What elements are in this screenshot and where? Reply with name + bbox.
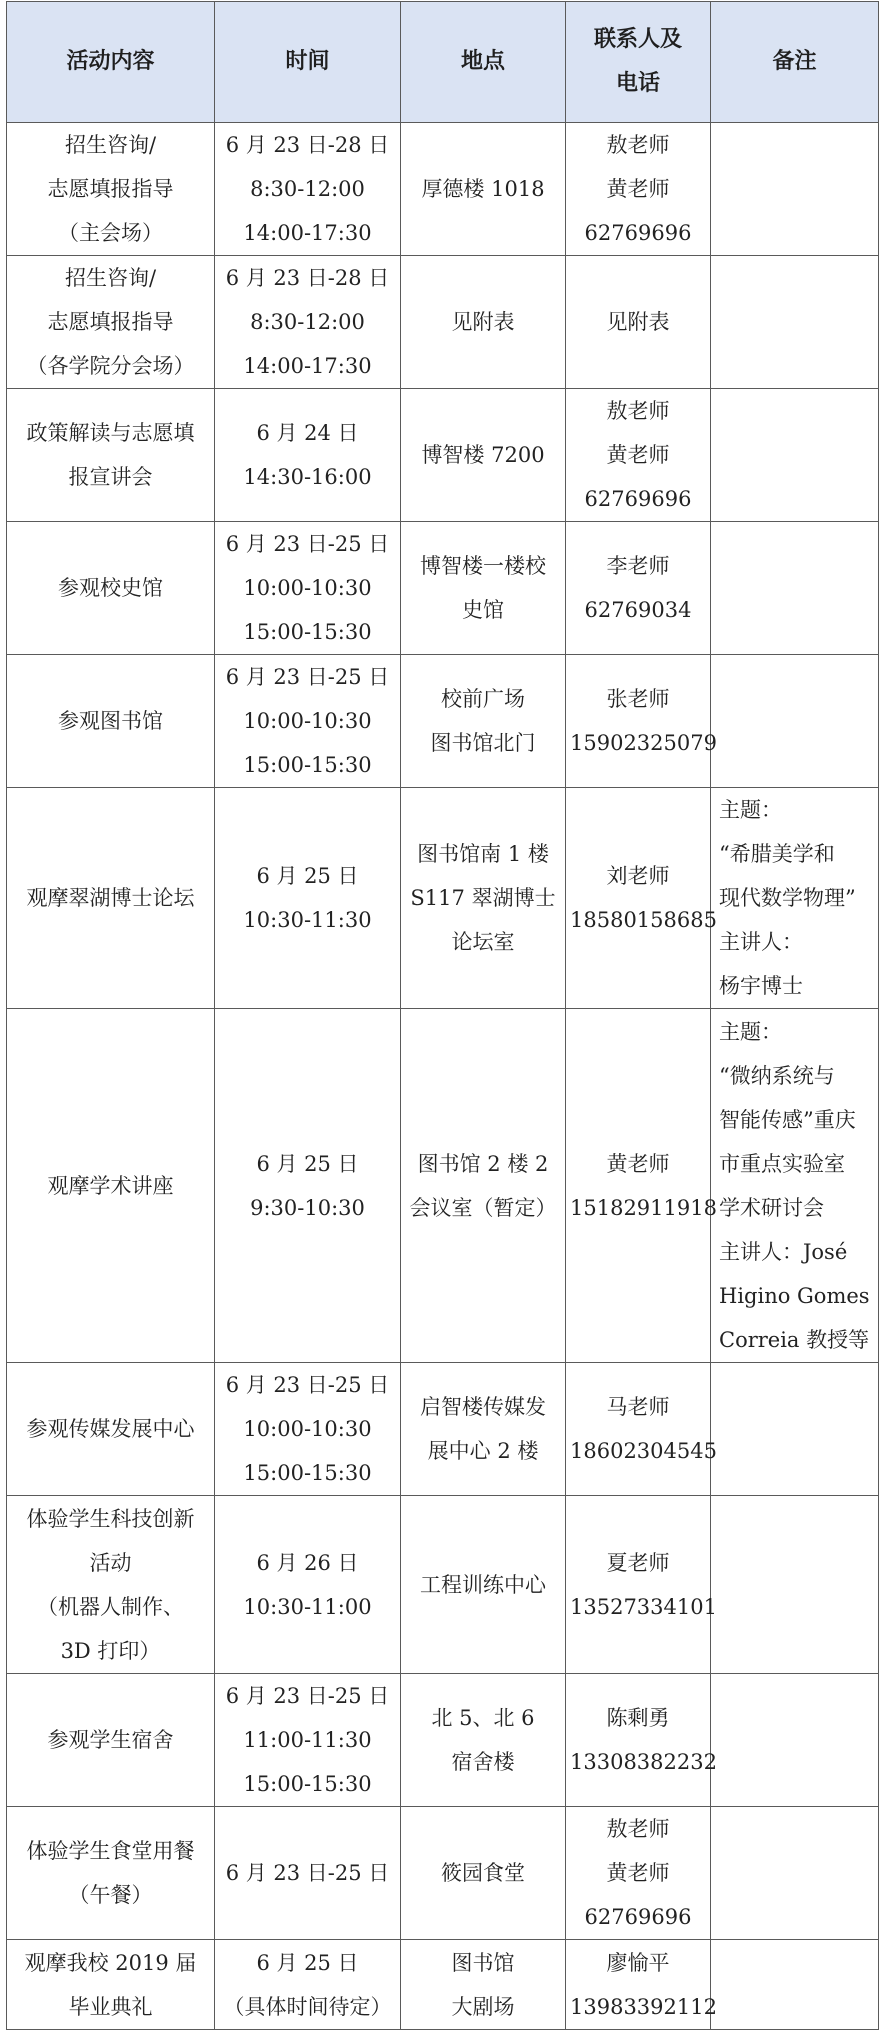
cell-time-line: 14:00-17:30: [243, 354, 372, 378]
cell-contact-line: 敖老师: [606, 1817, 670, 1841]
table-row: [7, 389, 879, 522]
cell-time: [215, 655, 401, 788]
cell-activity-line: 体验学生科技创新: [26, 1506, 195, 1531]
cell-note-line: “希腊美学和: [719, 842, 835, 866]
cell-time-line: 15:00-15:30: [243, 753, 372, 777]
cell-activity-line: 政策解读与志愿填: [26, 421, 195, 445]
cell-activity-line: 毕业典礼: [68, 1994, 153, 2019]
cell-place-line: 博智楼 7200: [421, 443, 545, 467]
cell-activity-line: 观摩学术讲座: [47, 1173, 174, 1198]
cell-time-line: 6 月 25 日: [256, 1950, 359, 1975]
activity-schedule-table: [6, 1, 879, 2030]
cell-note-line: 市重点实验室: [719, 1151, 845, 1176]
cell-note-line: 主题：: [719, 1019, 782, 1044]
cell-place-line: 史馆: [462, 598, 504, 622]
cell-time: [215, 788, 401, 1009]
cell-activity-line: （主会场）: [58, 221, 163, 245]
cell-place-line: 图书馆 2 楼 2: [417, 1151, 549, 1176]
cell-time: [215, 522, 401, 655]
cell-activity: [7, 1807, 215, 1940]
cell-place: [401, 1940, 566, 2030]
cell-place: [401, 1496, 566, 1674]
cell-contact-line: 马老师: [606, 1395, 670, 1419]
cell-note: [711, 655, 879, 788]
cell-note: [711, 1363, 879, 1496]
cell-place: [401, 1363, 566, 1496]
cell-activity: [7, 256, 215, 389]
cell-place-line: 博智楼一楼校: [420, 554, 546, 578]
cell-time: [215, 256, 401, 389]
cell-activity: [7, 1674, 215, 1807]
cell-time-line: 6 月 25 日: [256, 864, 359, 888]
cell-activity: [7, 522, 215, 655]
table-row: [7, 256, 879, 389]
cell-contact-line: 62769696: [584, 1905, 692, 1929]
table-row: [7, 1009, 879, 1363]
cell-note: [711, 522, 879, 655]
cell-note-line: 现代数学物理”: [719, 886, 856, 910]
cell-contact-line: 62769696: [584, 221, 692, 245]
cell-activity: [7, 1363, 215, 1496]
cell-time-line: 8:30-12:00: [250, 310, 365, 334]
cell-time: [215, 1009, 401, 1363]
cell-place-line: 校前广场: [441, 687, 525, 711]
cell-note: [711, 1940, 879, 2030]
cell-contact-line: 13983392112: [570, 1994, 717, 2019]
cell-activity-line: （各学院分会场）: [26, 354, 195, 378]
cell-time-line: （具体时间待定）: [223, 1994, 392, 2019]
cell-place: [401, 123, 566, 256]
cell-contact: [566, 1496, 717, 1674]
cell-contact: [566, 1940, 717, 2030]
cell-time: [215, 389, 401, 522]
cell-time-line: 11:00-11:30: [243, 1728, 372, 1752]
cell-time-line: 14:00-17:30: [243, 221, 372, 245]
cell-contact: [566, 1009, 717, 1363]
cell-place-line: 筱园食堂: [441, 1861, 525, 1885]
cell-activity-line: （机器人制作、: [37, 1594, 184, 1619]
cell-contact: [566, 123, 711, 256]
cell-time-line: 10:30-11:00: [243, 1594, 372, 1619]
cell-time: [215, 1807, 401, 1940]
cell-contact-line: 黄老师: [606, 1151, 670, 1176]
cell-note-line: 学术研讨会: [719, 1195, 824, 1220]
cell-contact: [566, 389, 711, 522]
cell-time-line: 10:30-11:30: [243, 908, 372, 932]
cell-activity-line: 招生咨询/: [64, 266, 157, 290]
cell-time-line: 10:00-10:30: [243, 709, 372, 733]
cell-place: [401, 522, 566, 655]
cell-contact-line: 62769696: [584, 487, 692, 511]
cell-time-line: 15:00-15:30: [243, 1772, 372, 1796]
cell-time-line: 6 月 23 日-25 日: [225, 532, 390, 556]
cell-contact-line: 62769034: [584, 598, 692, 622]
cell-note: [711, 788, 879, 1009]
cell-contact: [566, 522, 711, 655]
cell-place-line: 图书馆南 1 楼: [417, 842, 549, 866]
cell-time-line: 6 月 23 日-28 日: [225, 266, 390, 290]
table-row: [7, 655, 879, 788]
cell-time-line: 6 月 26 日: [256, 1550, 359, 1575]
cell-contact-line: 黄老师: [606, 443, 670, 467]
cell-contact-line: 15182911918: [570, 1195, 717, 1220]
table-row: [7, 123, 879, 256]
cell-contact-line: 黄老师: [606, 1861, 670, 1885]
cell-contact: [566, 788, 717, 1009]
cell-contact-line: 廖愉平: [606, 1950, 670, 1975]
cell-note-line: 主讲人：José: [719, 1239, 848, 1264]
cell-contact: [566, 1807, 711, 1940]
cell-place-line: 展中心 2 楼: [427, 1439, 539, 1463]
table-row: [7, 1674, 879, 1807]
cell-note-line: Correia 教授等: [719, 1327, 870, 1352]
cell-contact-line: 黄老师: [606, 177, 670, 201]
cell-contact-line: 18580158685: [570, 908, 717, 932]
cell-time-line: 14:30-16:00: [243, 465, 372, 489]
cell-contact-line: 敖老师: [606, 133, 670, 157]
header-activity: 活动内容: [7, 2, 215, 123]
cell-time-line: 15:00-15:30: [243, 620, 372, 644]
cell-note-line: “微纳系统与: [719, 1063, 835, 1088]
cell-activity: [7, 788, 215, 1009]
cell-activity-line: 报宣讲会: [68, 465, 153, 489]
cell-contact-line: 刘老师: [606, 864, 670, 888]
cell-place-line: 大剧场: [451, 1994, 515, 2019]
cell-place-line: 工程训练中心: [420, 1572, 546, 1597]
cell-note-line: 主题：: [719, 798, 782, 822]
cell-activity-line: 参观传媒发展中心: [26, 1417, 195, 1441]
cell-place: [401, 1674, 566, 1807]
cell-note-line: 智能传感”重庆: [719, 1107, 856, 1132]
cell-activity: [7, 389, 215, 522]
cell-time-line: 10:00-10:30: [243, 1417, 372, 1441]
cell-note-line: 杨宇博士: [719, 974, 803, 998]
cell-activity-line: 参观校史馆: [58, 576, 163, 600]
table-row: [7, 1940, 879, 2030]
cell-contact: [566, 1363, 717, 1496]
cell-activity: [7, 655, 215, 788]
cell-place-line: 图书馆北门: [430, 731, 536, 755]
cell-contact: [566, 655, 717, 788]
cell-activity-line: 参观学生宿舍: [47, 1728, 174, 1752]
table-row: [7, 1363, 879, 1496]
table-row: [7, 522, 879, 655]
cell-place-line: 论坛室: [451, 930, 515, 954]
table-header-row: [7, 2, 879, 123]
cell-time-line: 10:00-10:30: [243, 576, 372, 600]
cell-activity-line: 3D 打印）: [60, 1638, 161, 1663]
cell-contact-line: 敖老师: [606, 399, 670, 423]
cell-time-line: 6 月 24 日: [256, 421, 359, 445]
cell-activity: [7, 1496, 215, 1674]
cell-time: [215, 1674, 401, 1807]
header-note: 备注: [711, 2, 879, 123]
table-row: [7, 1807, 879, 1940]
cell-time: [215, 1496, 401, 1674]
cell-activity-line: 活动: [89, 1550, 132, 1575]
cell-note-line: Higino Gomes: [719, 1283, 870, 1308]
cell-time-line: 6 月 23 日-25 日: [225, 1861, 390, 1885]
cell-time-line: 6 月 23 日-25 日: [225, 1684, 390, 1708]
cell-time-line: 6 月 23 日-28 日: [225, 133, 390, 157]
cell-contact: [566, 1674, 717, 1807]
cell-activity-line: 志愿填报指导: [47, 310, 174, 334]
cell-place-line: 厚德楼 1018: [421, 177, 545, 201]
cell-activity-line: 观摩我校 2019 届: [24, 1950, 197, 1975]
cell-activity: [7, 1940, 215, 2030]
cell-note: [711, 389, 879, 522]
cell-place-line: 图书馆: [451, 1950, 515, 1975]
cell-time-line: 8:30-12:00: [250, 177, 365, 201]
cell-contact: [566, 256, 711, 389]
cell-place: [401, 1807, 566, 1940]
cell-time: [215, 1940, 401, 2030]
cell-time-line: 15:00-15:30: [243, 1461, 372, 1485]
header-time: 时间: [215, 2, 401, 123]
cell-time-line: 6 月 23 日-25 日: [225, 665, 390, 689]
schedule-document: [6, 1, 883, 2030]
cell-activity: [7, 1009, 215, 1363]
cell-time-line: 9:30-10:30: [250, 1195, 365, 1220]
header-place: 地点: [401, 2, 566, 123]
cell-contact-line: 18602304545: [570, 1439, 717, 1463]
cell-place: [401, 1009, 566, 1363]
cell-contact-line: 陈剩勇: [606, 1706, 670, 1730]
cell-note: [711, 256, 879, 389]
cell-place-line: 北 5、北 6: [431, 1706, 535, 1730]
cell-note: [711, 1496, 879, 1674]
cell-activity-line: 观摩翠湖博士论坛: [26, 886, 195, 910]
cell-note: [711, 1009, 879, 1363]
cell-place-line: 会议室（暂定）: [409, 1195, 557, 1220]
cell-place: [401, 389, 566, 522]
cell-note-line: 主讲人：: [719, 930, 803, 954]
table-row: [7, 1496, 879, 1674]
cell-place: [401, 256, 566, 389]
cell-time-line: 6 月 23 日-25 日: [225, 1373, 390, 1397]
cell-contact-line: 13527334101: [570, 1594, 717, 1619]
cell-contact-line: 夏老师: [606, 1550, 670, 1575]
cell-place-line: 启智楼传媒发: [420, 1395, 546, 1419]
cell-activity-line: 志愿填报指导: [47, 177, 174, 201]
cell-contact-line: 李老师: [606, 554, 670, 578]
cell-contact-line: 张老师: [606, 687, 670, 711]
cell-contact-line: 见附表: [606, 310, 670, 334]
cell-place: [401, 788, 566, 1009]
cell-note: [711, 123, 879, 256]
cell-contact-line: 15902325079: [570, 731, 717, 755]
cell-activity-line: 体验学生食堂用餐: [26, 1839, 195, 1863]
cell-place: [401, 655, 566, 788]
table-row: [7, 788, 879, 1009]
cell-activity-line: 参观图书馆: [58, 709, 163, 733]
cell-contact-line: 13308382232: [570, 1750, 717, 1774]
cell-activity-line: （午餐）: [68, 1883, 153, 1907]
cell-time: [215, 1363, 401, 1496]
cell-place-line: 宿舍楼: [451, 1750, 515, 1774]
cell-note: [711, 1807, 879, 1940]
cell-note: [711, 1674, 879, 1807]
cell-place-line: S117 翠湖博士: [410, 886, 556, 910]
table-body: [7, 123, 879, 2030]
cell-activity: [7, 123, 215, 256]
cell-activity-line: 招生咨询/: [64, 133, 157, 157]
cell-time-line: 6 月 25 日: [256, 1151, 359, 1176]
cell-time: [215, 123, 401, 256]
header-contact: 联系人及 电话: [566, 2, 711, 123]
cell-place-line: 见附表: [451, 310, 515, 334]
